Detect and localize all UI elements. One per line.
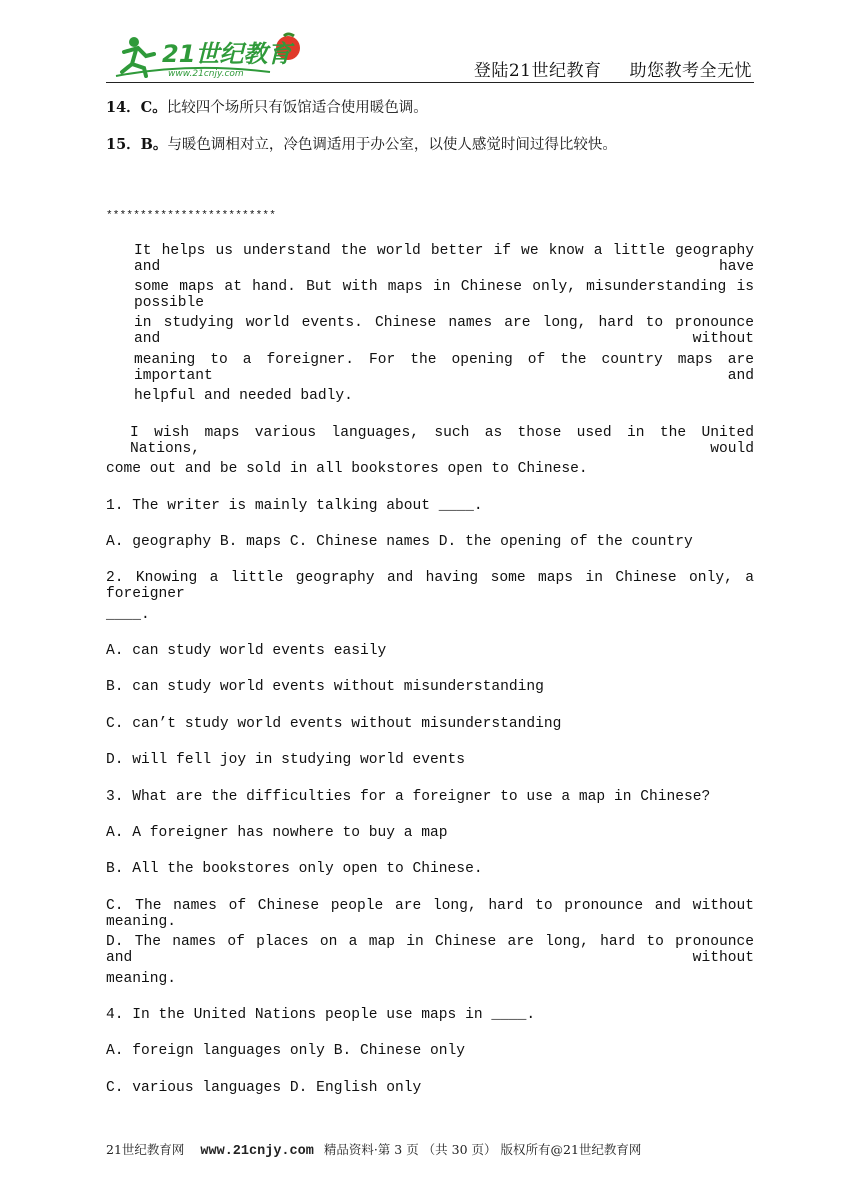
separator: ************************* bbox=[106, 210, 277, 222]
answer-14 bbox=[106, 96, 428, 117]
logo-21cnjy bbox=[110, 32, 310, 80]
passage-line-5: helpful and needed badly. bbox=[134, 388, 353, 404]
passage-line-1: It helps us understand the world better if we know a little geography and have bbox=[134, 243, 754, 275]
slogan-left: 登陆21世纪教育 bbox=[473, 61, 602, 81]
question-3-option-c: C. The names of Chinese people are long, hard to pronounce and without meaning. bbox=[106, 898, 754, 930]
question-1: 1. The writer is mainly talking about ____. bbox=[106, 498, 483, 514]
question-3-option-d-line-2: meaning. bbox=[106, 971, 177, 987]
passage-para2-line-2: come out and be sold in all bookstores open to Chinese. bbox=[106, 461, 588, 477]
page-footer bbox=[106, 1140, 754, 1159]
question-4: 4. In the United Nations people use maps in ____. bbox=[106, 1007, 536, 1023]
question-2-line-1: 2. Knowing a little geography and having some maps in Chinese only, a foreigner bbox=[106, 570, 754, 602]
answer-15 bbox=[106, 133, 617, 154]
footer-left: 21世纪教育网 bbox=[106, 1142, 185, 1157]
question-2-option-a: A. can study world events easily bbox=[106, 643, 387, 659]
footer-right: 精品资料·第 3 页 （共 30 页） 版权所有@21世纪教育网 bbox=[323, 1142, 642, 1157]
footer-site-link[interactable]: www.21cnjy.com bbox=[200, 1144, 314, 1159]
question-2-line-2: ____. bbox=[106, 607, 150, 623]
passage-para2-line-1: I wish maps various languages, such as those used in the United Nations, would bbox=[130, 425, 754, 457]
logo-text: 21世纪教育 bbox=[162, 40, 292, 68]
question-3-option-a: A. A foreigner has nowhere to buy a map bbox=[106, 825, 448, 841]
question-1-options: A. geography B. maps C. Chinese names D. the opening of the country bbox=[106, 534, 693, 550]
question-2-option-b: B. can study world events without misunderstanding bbox=[106, 679, 544, 695]
answer-14-text: 比较四个场所只有饭馆适合使用暖色调。 bbox=[166, 100, 428, 116]
question-3-option-d-line-1: D. The names of places on a map in Chinese are long, hard to pronounce and without bbox=[106, 934, 754, 966]
slogan-right: 助您教考全无忧 bbox=[629, 61, 752, 81]
answer-15-text: 与暖色调相对立，冷色调适用于办公室，以使人感觉时间过得比较快。 bbox=[167, 137, 617, 153]
question-4-options-2: C. various languages D. English only bbox=[106, 1080, 422, 1096]
page-header bbox=[106, 30, 754, 83]
header-slogan bbox=[474, 56, 752, 81]
passage-line-4: meaning to a foreigner. For the opening of the country maps are important and bbox=[134, 352, 754, 384]
question-4-options-1: A. foreign languages only B. Chinese only bbox=[106, 1043, 466, 1059]
question-2-option-c: C. can’t study world events without misunderstanding bbox=[106, 716, 562, 732]
question-3: 3. What are the difficulties for a foreigner to use a map in Chinese? bbox=[106, 789, 711, 805]
logo-url: www.21cnjy.com bbox=[168, 69, 244, 79]
answer-15-num: 15．B。 bbox=[106, 136, 168, 153]
question-3-option-b: B. All the bookstores only open to Chinese. bbox=[106, 861, 483, 877]
question-2-option-d: D. will fell joy in studying world events bbox=[106, 752, 466, 768]
passage-line-3: in studying world events. Chinese names are long, hard to pronounce and without bbox=[134, 315, 754, 347]
answer-14-num: 14．C。 bbox=[106, 99, 167, 116]
passage-line-2: some maps at hand. But with maps in Chinese only, misunderstanding is possible bbox=[134, 279, 754, 311]
